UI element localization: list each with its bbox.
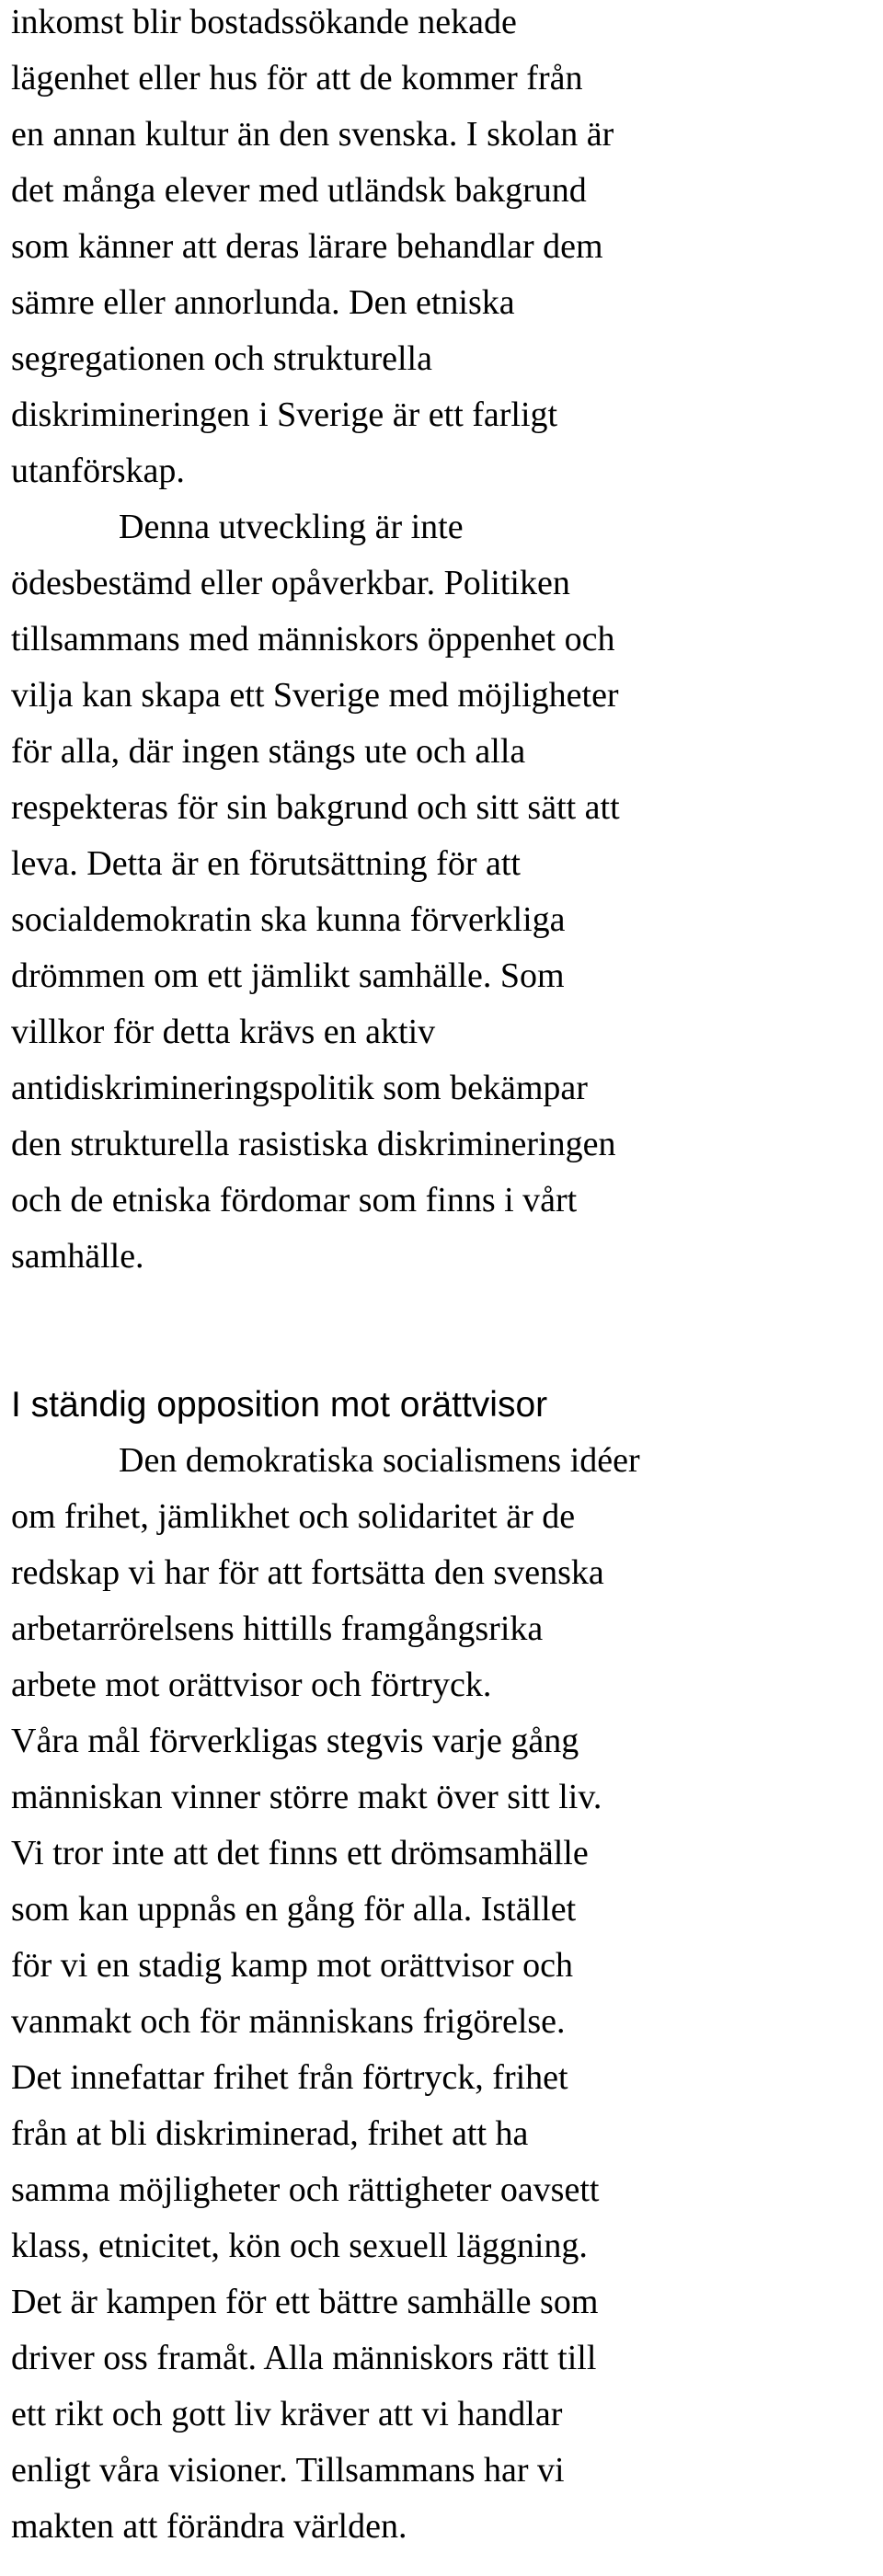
text-line: drömmen om ett jämlikt samhälle. Som: [11, 956, 565, 995]
text-line: samma möjligheter och rättigheter oavsett: [11, 2170, 600, 2209]
text-line: den strukturella rasistiska diskrimineringen: [11, 1125, 616, 1163]
text-line: antidiskrimineringspolitik som bekämpar: [11, 1069, 588, 1107]
text-line: vanmakt och för människans frigörelse.: [11, 2002, 566, 2041]
text-line: tillsammans med människors öppenhet och: [11, 620, 615, 658]
text-line: inkomst blir bostadssökande nekade: [11, 3, 517, 41]
text-line: för alla, där ingen stängs ute och alla: [11, 732, 526, 771]
text-line: arbetarrörelsens hittills framgångsrika: [11, 1609, 544, 1648]
text-line: Det är kampen för ett bättre samhälle som: [11, 2283, 599, 2321]
text-line: socialdemokratin ska kunna förverkliga: [11, 900, 566, 939]
paragraph-1: [11, 0, 620, 499]
text-line: leva. Detta är en förutsättning för att: [11, 844, 521, 883]
text-line: för vi en stadig kamp mot orättvisor och: [11, 1946, 574, 1985]
section-heading: I ständig opposition mot orättvisor: [11, 1385, 548, 1425]
text-line: det många elever med utländsk bakgrund: [11, 171, 587, 210]
text-line: sämre eller annorlunda. Den etniska: [11, 283, 515, 322]
text-line: från at bli diskriminerad, frihet att ha: [11, 2114, 529, 2153]
text-line: Det innefattar frihet från förtryck, frihet: [11, 2058, 568, 2097]
text-line: samhälle.: [11, 1237, 144, 1276]
text-line: om frihet, jämlikhet och solidaritet är de: [11, 1497, 576, 1536]
text-line: arbete mot orättvisor och förtryck.: [11, 1666, 492, 1704]
text-line: Denna utveckling är inte: [119, 508, 464, 546]
text-line: människan vinner större makt över sitt liv.: [11, 1778, 602, 1816]
text-line: klass, etnicitet, kön och sexuell läggning.: [11, 2227, 588, 2265]
text-line: respekteras för sin bakgrund och sitt sätt att: [11, 788, 620, 827]
text-line: och de etniska fördomar som finns i vårt: [11, 1181, 578, 1219]
text-line: Våra mål förverkligas stegvis varje gång: [11, 1722, 579, 1760]
text-line: lägenhet eller hus för att de kommer från: [11, 59, 583, 97]
text-line: som känner att deras lärare behandlar dem: [11, 227, 603, 266]
paragraph-2: [11, 499, 620, 1285]
text-line: ett rikt och gott liv kräver att vi handlar: [11, 2395, 563, 2433]
text-line: Vi tror inte att det finns ett drömsamhälle: [11, 1834, 589, 1872]
text-line: makten att förändra världen.: [11, 2507, 407, 2546]
text-line: diskrimineringen i Sverige är ett farligt: [11, 395, 558, 434]
section-1-text: [11, 0, 620, 1285]
text-line: enligt våra visioner. Tillsammans har vi: [11, 2451, 565, 2490]
text-line: utanförskap.: [11, 452, 185, 490]
text-line: ödesbestämd eller opåverkbar. Politiken: [11, 564, 570, 602]
section-2: [11, 1377, 640, 2555]
paragraph-3: [11, 1433, 640, 2555]
text-line: segregationen och strukturella: [11, 339, 432, 378]
text-line: driver oss framåt. Alla människors rätt till: [11, 2339, 597, 2377]
text-line: som kan uppnås en gång för alla. Istället: [11, 1890, 577, 1929]
text-line: villkor för detta krävs en aktiv: [11, 1013, 436, 1051]
text-line: en annan kultur än den svenska. I skolan är: [11, 115, 614, 154]
text-line: Den demokratiska socialismens idéer: [119, 1441, 640, 1480]
text-line: vilja kan skapa ett Sverige med möjligheter: [11, 676, 619, 715]
text-line: redskap vi har för att fortsätta den svenska: [11, 1553, 604, 1592]
